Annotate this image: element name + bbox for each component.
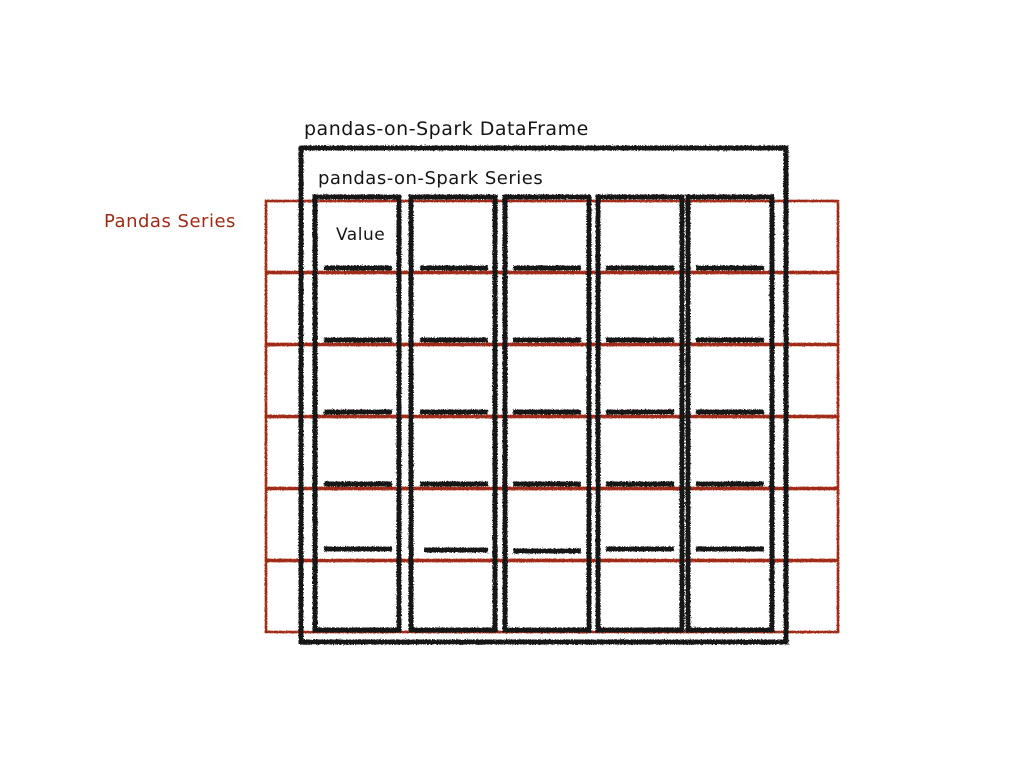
pandas-on-spark-dataframe-frame bbox=[301, 148, 786, 642]
pandas-on-spark-series-label: pandas-on-Spark Series bbox=[318, 168, 544, 189]
pandas-series-label: Pandas Series bbox=[104, 211, 236, 232]
pandas-on-spark-dataframe-label: pandas-on-Spark DataFrame bbox=[304, 118, 589, 140]
pandas-series-row-6 bbox=[266, 561, 838, 632]
pandas-series-row-3 bbox=[266, 345, 838, 416]
cell-value-label: Value bbox=[336, 225, 386, 245]
pandas-series-row-4 bbox=[266, 417, 838, 488]
pandas-series-row-2 bbox=[266, 273, 838, 344]
